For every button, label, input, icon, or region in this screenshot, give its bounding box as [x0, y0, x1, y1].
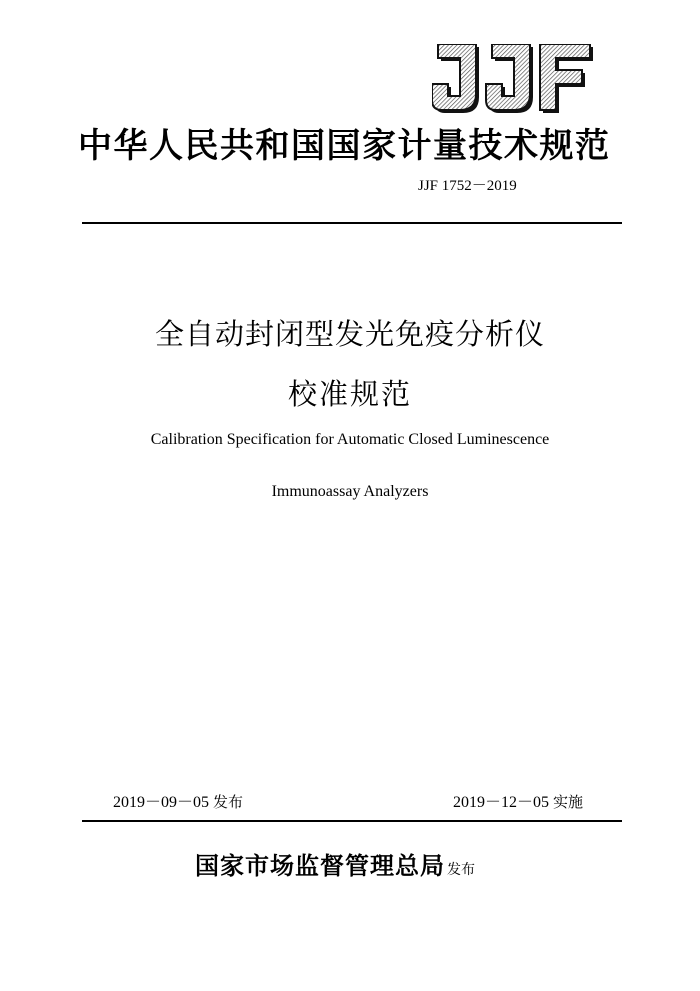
- issue-date-block: [113, 789, 243, 812]
- issuer-suffix: 发布: [447, 862, 475, 878]
- effective-date: 2019－12－05: [453, 794, 550, 811]
- document-title-cn: 全自动封闭型发光免疫分析仪: [154, 317, 545, 351]
- effective-date-block: [453, 789, 583, 812]
- issuer-block: [195, 846, 475, 881]
- issue-date: 2019－09－05: [113, 794, 210, 811]
- country-standard-title: 中华人民共和国国家计量技术规范: [78, 126, 611, 166]
- standard-code: JJF 1752－2019: [418, 178, 517, 194]
- issuer-name: 国家市场监督管理总局: [195, 852, 445, 880]
- jjf-logo: [432, 44, 596, 116]
- issue-label: 发布: [213, 793, 244, 811]
- document-title-en-line1: Calibration Specification for Automatic Closed Luminescence: [150, 431, 550, 448]
- bottom-divider: [82, 820, 622, 822]
- effective-label: 实施: [553, 793, 584, 811]
- document-title-en-line2: Immunoassay Analyzers: [271, 483, 429, 500]
- top-divider: [82, 222, 622, 224]
- document-subtitle-cn: 校准规范: [287, 377, 412, 411]
